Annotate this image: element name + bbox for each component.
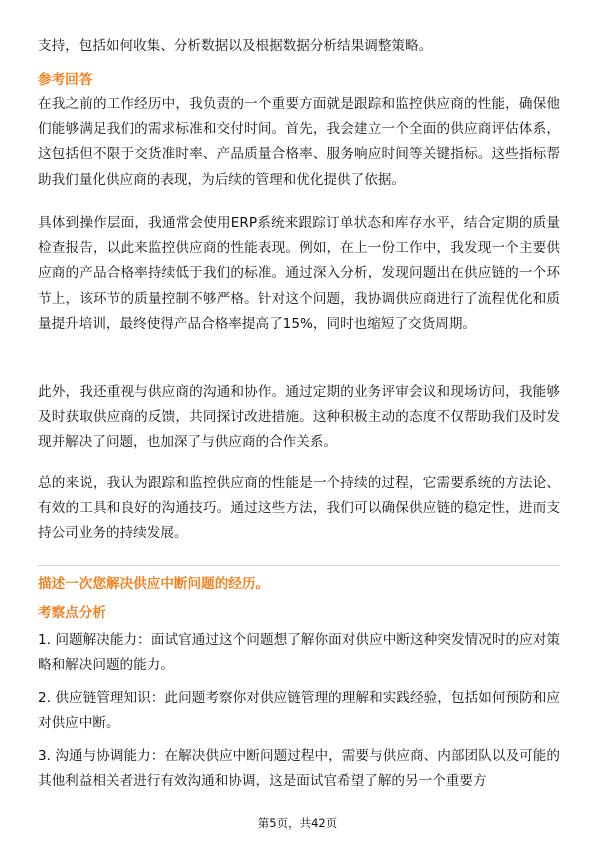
- analysis-point-2: 2. 供应链管理知识：此问题考察你对供应链管理的理解和实践经验，包括如何预防和应对供应中断。: [38, 690, 560, 732]
- section-divider: [38, 565, 560, 566]
- analysis-label: 考察点分析: [38, 605, 106, 621]
- answer-paragraph-4: 总的来说，我认为跟踪和监控供应商的性能是一个持续的过程，它需要系统的方法论、有效的工具和良好的沟通技巧。通过这些方法，我们可以确保供应链的稳定性，进而支持公司业务的持续发展。: [38, 475, 560, 542]
- answer-paragraph-3: 此外，我还重视与供应商的沟通和协作。通过定期的业务评审会议和现场访问，我能够及时获取供应商的反馈，共同探讨改进措施。这种积极主动的态度不仅帮助我们及时发现并解决了问题，也加深了与供应商的合作关系。: [38, 384, 560, 451]
- analysis-point-1: 1. 问题解决能力：面试官通过这个问题想了解你面对供应中断这种突发情况时的应对策略和解决问题的能力。: [38, 632, 560, 674]
- answer-paragraph-2: 具体到操作层面，我通常会使用ERP系统来跟踪订单状态和库存水平，结合定期的质量检查报告，以此来监控供应商的性能表现。例如，在上一份工作中，我发现一个主要供应商的产品合格率持续低于我们的标准。通过深入分析，发现问题出在供应链的一个环节上，该环节的质量控制不够严格。针对这个问题，我协调供应商进行了流程优化和质量提升培训，最终使得产品合格率提高了15%，同时也缩短了交货周期。: [38, 215, 560, 332]
- analysis-point-3: 3. 沟通与协调能力：在解决供应中断问题过程中，需要与供应商、内部团队以及可能的其他利益相关者进行有效沟通和协调，这是面试官希望了解的另一个重要方: [38, 748, 560, 790]
- reference-answer-label: 参考回答: [38, 72, 93, 88]
- answer-paragraph-1: 在我之前的工作经历中，我负责的一个重要方面就是跟踪和监控供应商的性能，确保他们能够满足我们的需求标准和交付时间。首先，我会建立一个全面的供应商评估体系，这包括但不限于交货准时率、产品质量合格率、服务响应时间等关键指标。这些指标帮助我们量化供应商的表现，为后续的管理和优化提供了依据。: [38, 96, 560, 188]
- page-footer: 第5页，共42页: [257, 816, 338, 830]
- question-title: 描述一次您解决供应中断问题的经历。: [38, 576, 270, 592]
- continuation-paragraph: 支持，包括如何收集、分析数据以及根据数据分析结果调整策略。: [38, 38, 433, 54]
